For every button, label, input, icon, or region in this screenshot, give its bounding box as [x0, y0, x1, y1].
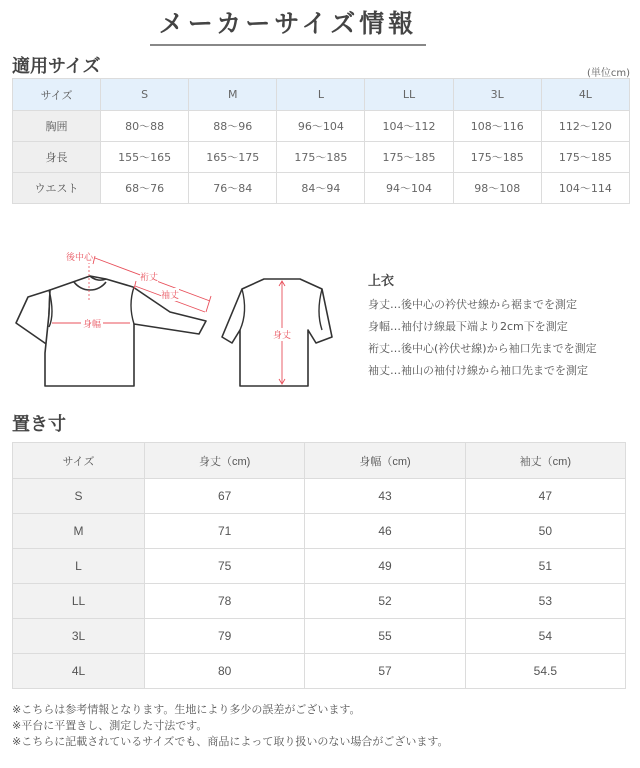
table-cell: 47 — [465, 479, 625, 514]
table-row — [13, 549, 626, 584]
table-cell: 52 — [305, 584, 465, 619]
table-row — [13, 142, 630, 173]
header-cell: 4L — [541, 79, 629, 111]
applicable-sizes-title: 適用サイズ — [12, 56, 101, 77]
page-title: メーカーサイズ情報 — [150, 6, 426, 46]
table-cell: 78 — [145, 584, 305, 619]
measurements-table — [12, 442, 626, 689]
table-cell: 175〜185 — [277, 142, 365, 173]
table-cell: 165〜175 — [189, 142, 277, 173]
description-line: 裄丈…後中心(衿伏せ線)から袖口先までを測定 — [368, 342, 597, 355]
table-cell: 112〜120 — [541, 111, 629, 142]
header-cell: 身幅（cm) — [305, 443, 465, 479]
footnote: ※こちらに記載されているサイズでも、商品によって取り扱いのない場合がございます。 — [12, 735, 449, 748]
table-cell: 79 — [145, 619, 305, 654]
table-cell: 54.5 — [465, 654, 625, 689]
table-cell: 175〜185 — [365, 142, 453, 173]
table-cell: 98〜108 — [453, 173, 541, 204]
header-cell: 身丈（cm) — [145, 443, 305, 479]
table-cell: 53 — [465, 584, 625, 619]
header-cell: 3L — [453, 79, 541, 111]
table-cell: 175〜185 — [453, 142, 541, 173]
row-label: L — [13, 549, 145, 584]
measurements-title: 置き寸 — [12, 414, 66, 435]
description-line: 身丈…後中心の衿伏せ線から裾までを測定 — [368, 298, 577, 311]
label-sleeve: 袖丈 — [161, 288, 179, 301]
table-cell: 50 — [465, 514, 625, 549]
label-yuki: 裄丈 — [140, 270, 158, 283]
table-cell: 94〜104 — [365, 173, 453, 204]
table-row — [13, 514, 626, 549]
header-cell: M — [189, 79, 277, 111]
table-row — [13, 584, 626, 619]
table-cell: 68〜76 — [101, 173, 189, 204]
table-cell: 43 — [305, 479, 465, 514]
table-cell: 49 — [305, 549, 465, 584]
footnote: ※平台に平置きし、測定した寸法です。 — [12, 719, 208, 732]
table-cell: 46 — [305, 514, 465, 549]
measurement-description — [368, 270, 638, 382]
header-cell: 袖丈（cm) — [465, 443, 625, 479]
row-label: S — [13, 479, 145, 514]
table-row — [13, 479, 626, 514]
label-length: 身丈 — [273, 328, 291, 341]
garment-diagram — [0, 240, 360, 400]
table-row — [13, 619, 626, 654]
table-cell: 80〜88 — [101, 111, 189, 142]
header-cell: サイズ — [13, 79, 101, 111]
description-title: 上衣 — [368, 274, 395, 289]
table-cell: 104〜114 — [541, 173, 629, 204]
header-cell: LL — [365, 79, 453, 111]
table-cell: 76〜84 — [189, 173, 277, 204]
footnotes — [12, 702, 448, 750]
table-cell: 88〜96 — [189, 111, 277, 142]
table-row — [13, 111, 630, 142]
row-label: 4L — [13, 654, 145, 689]
table-cell: 155〜165 — [101, 142, 189, 173]
label-back-center: 後中心 — [66, 250, 93, 263]
table-header-row — [13, 79, 630, 111]
row-label: LL — [13, 584, 145, 619]
table-cell: 71 — [145, 514, 305, 549]
header-cell: S — [101, 79, 189, 111]
header-cell: L — [277, 79, 365, 111]
table-cell: 108〜116 — [453, 111, 541, 142]
footnote: ※こちらは参考情報となります。生地により多少の誤差がございます。 — [12, 703, 361, 716]
label-width: 身幅 — [81, 317, 103, 330]
table-cell: 54 — [465, 619, 625, 654]
row-label: ウエスト — [13, 173, 101, 204]
row-label: 身長 — [13, 142, 101, 173]
unit-note: (単位cm) — [586, 68, 630, 79]
table-cell: 175〜185 — [541, 142, 629, 173]
table-cell: 104〜112 — [365, 111, 453, 142]
table-cell: 67 — [145, 479, 305, 514]
table-cell: 51 — [465, 549, 625, 584]
header-cell: サイズ — [13, 443, 145, 479]
table-cell: 57 — [305, 654, 465, 689]
table-row — [13, 173, 630, 204]
table-header-row — [13, 443, 626, 479]
row-label: 胸囲 — [13, 111, 101, 142]
description-line: 身幅…袖付け線最下端より2cm下を測定 — [368, 320, 568, 333]
table-cell: 96〜104 — [277, 111, 365, 142]
table-cell: 55 — [305, 619, 465, 654]
description-line: 袖丈…袖山の袖付け線から袖口先までを測定 — [368, 364, 588, 377]
table-cell: 84〜94 — [277, 173, 365, 204]
row-label: M — [13, 514, 145, 549]
table-cell: 80 — [145, 654, 305, 689]
table-row — [13, 654, 626, 689]
applicable-sizes-table — [12, 78, 630, 204]
row-label: 3L — [13, 619, 145, 654]
table-cell: 75 — [145, 549, 305, 584]
